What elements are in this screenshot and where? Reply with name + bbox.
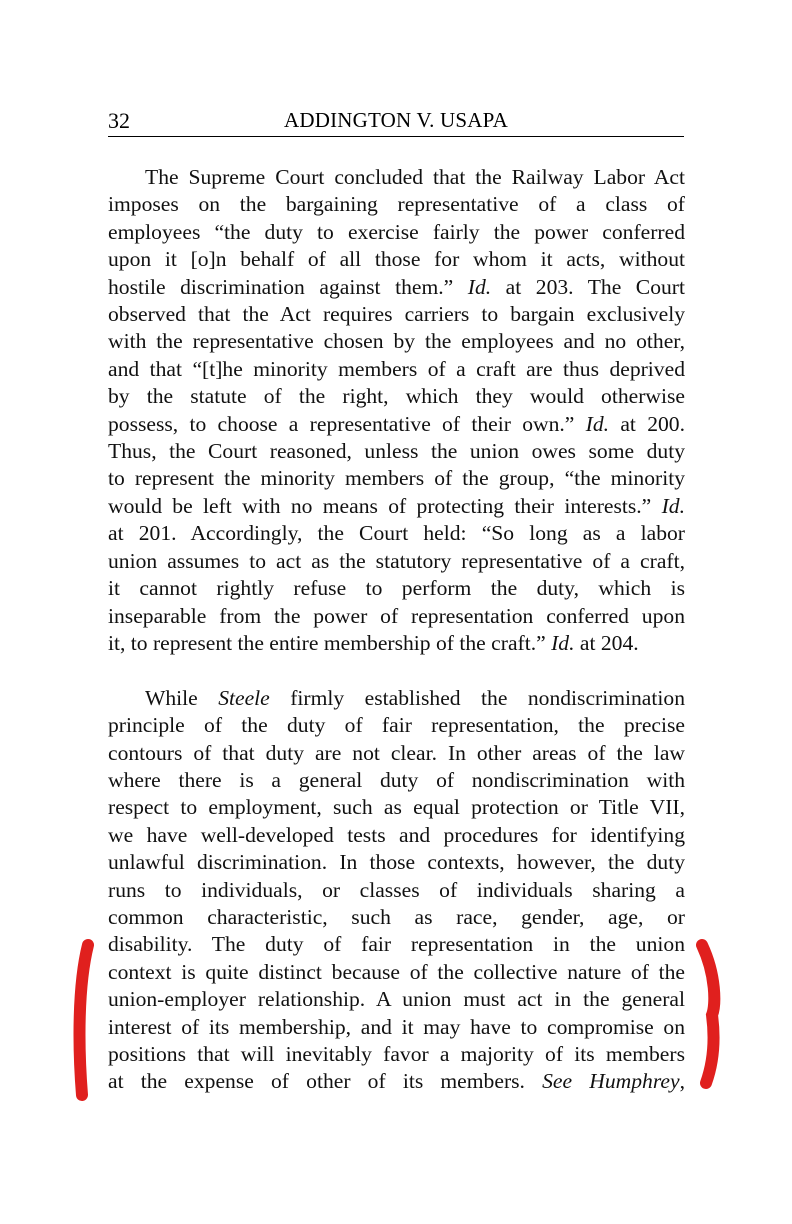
citation-id: Id.: [467, 274, 492, 299]
page-number: 32: [108, 108, 130, 133]
text-line: contours of that duty are not clear. In other areas of the law: [108, 740, 685, 765]
left-bracket-annotation: [68, 935, 98, 1105]
text-line: imposes on the bargaining representative of a class of: [108, 192, 685, 217]
text-line: context is quite distinct because of the collective nature of the: [108, 959, 685, 984]
text-line: interest of its membership, and it may have to compromise on: [108, 1014, 685, 1039]
text-line: upon it [o]n behalf of all those for whom it acts, without: [108, 247, 685, 272]
text-line: union-employer relationship. A union must act in the general: [108, 987, 685, 1012]
text-line: Thus, the Court reasoned, unless the union owes some duty: [108, 439, 685, 464]
text-line: by the statute of the right, which they would otherwise: [108, 384, 685, 409]
text-line: runs to individuals, or classes of individuals sharing a: [108, 877, 685, 902]
text-line: would be left with no means of protecting their interests.” Id.: [108, 493, 685, 518]
citation-signal: See Humphrey: [542, 1069, 680, 1094]
text-line: at 201. Accordingly, the Court held: “So long as a labor: [108, 521, 685, 546]
text-line: unlawful discrimination. In those contexts, however, the duty: [108, 850, 685, 875]
text-line: it, to represent the entire membership of the craft.” Id. at 204.: [108, 630, 639, 655]
citation-id: Id.: [585, 411, 610, 436]
text-line: with the representative chosen by the employees and no other,: [108, 329, 685, 354]
text-line: employees “the duty to exercise fairly the power conferred: [108, 219, 685, 244]
text-line: to represent the minority members of the group, “the minority: [108, 466, 685, 491]
text-line: at the expense of other of its members. See Humphrey,: [108, 1069, 685, 1094]
text-line: common characteristic, such as race, gender, age, or: [108, 904, 685, 929]
running-title: ADDINGTON V. USAPA: [284, 108, 508, 132]
text-line: positions that will inevitably favor a majority of its members: [108, 1041, 685, 1066]
text-line: we have well-developed tests and procedures for identifying: [108, 822, 685, 847]
text-line: it cannot rightly refuse to perform the duty, which is: [108, 576, 685, 601]
paragraph-2: [108, 685, 685, 1096]
text-line: While Steele firmly established the nondiscrimination: [145, 685, 685, 710]
right-bracket-annotation: [690, 935, 730, 1095]
citation-id: Id.: [551, 630, 575, 655]
case-name: Steele: [218, 685, 270, 710]
body-text: [108, 164, 685, 1096]
text-line: possess, to choose a representative of their own.” Id. at 200.: [108, 411, 686, 436]
text-line: union assumes to act as the statutory representative of a craft,: [108, 548, 685, 573]
text-line: hostile discrimination against them.” Id. at 203. The Court: [108, 274, 685, 299]
text-line: respect to employment, such as equal protection or Title VII,: [108, 795, 685, 820]
paragraph-1: [108, 164, 685, 657]
text-line: disability. The duty of fair representation in the union: [108, 932, 685, 957]
text-line: observed that the Act requires carriers to bargain exclusively: [108, 302, 685, 327]
text-line: where there is a general duty of nondiscrimination with: [108, 767, 685, 792]
text-line: The Supreme Court concluded that the Railway Labor Act: [145, 165, 685, 189]
citation-id: Id.: [661, 493, 685, 518]
text-line: and that “[t]he minority members of a craft are thus deprived: [108, 356, 685, 381]
page-header: [108, 108, 684, 137]
text-line: inseparable from the power of representation conferred upon: [108, 603, 685, 628]
text-line: principle of the duty of fair representation, the precise: [108, 713, 685, 738]
